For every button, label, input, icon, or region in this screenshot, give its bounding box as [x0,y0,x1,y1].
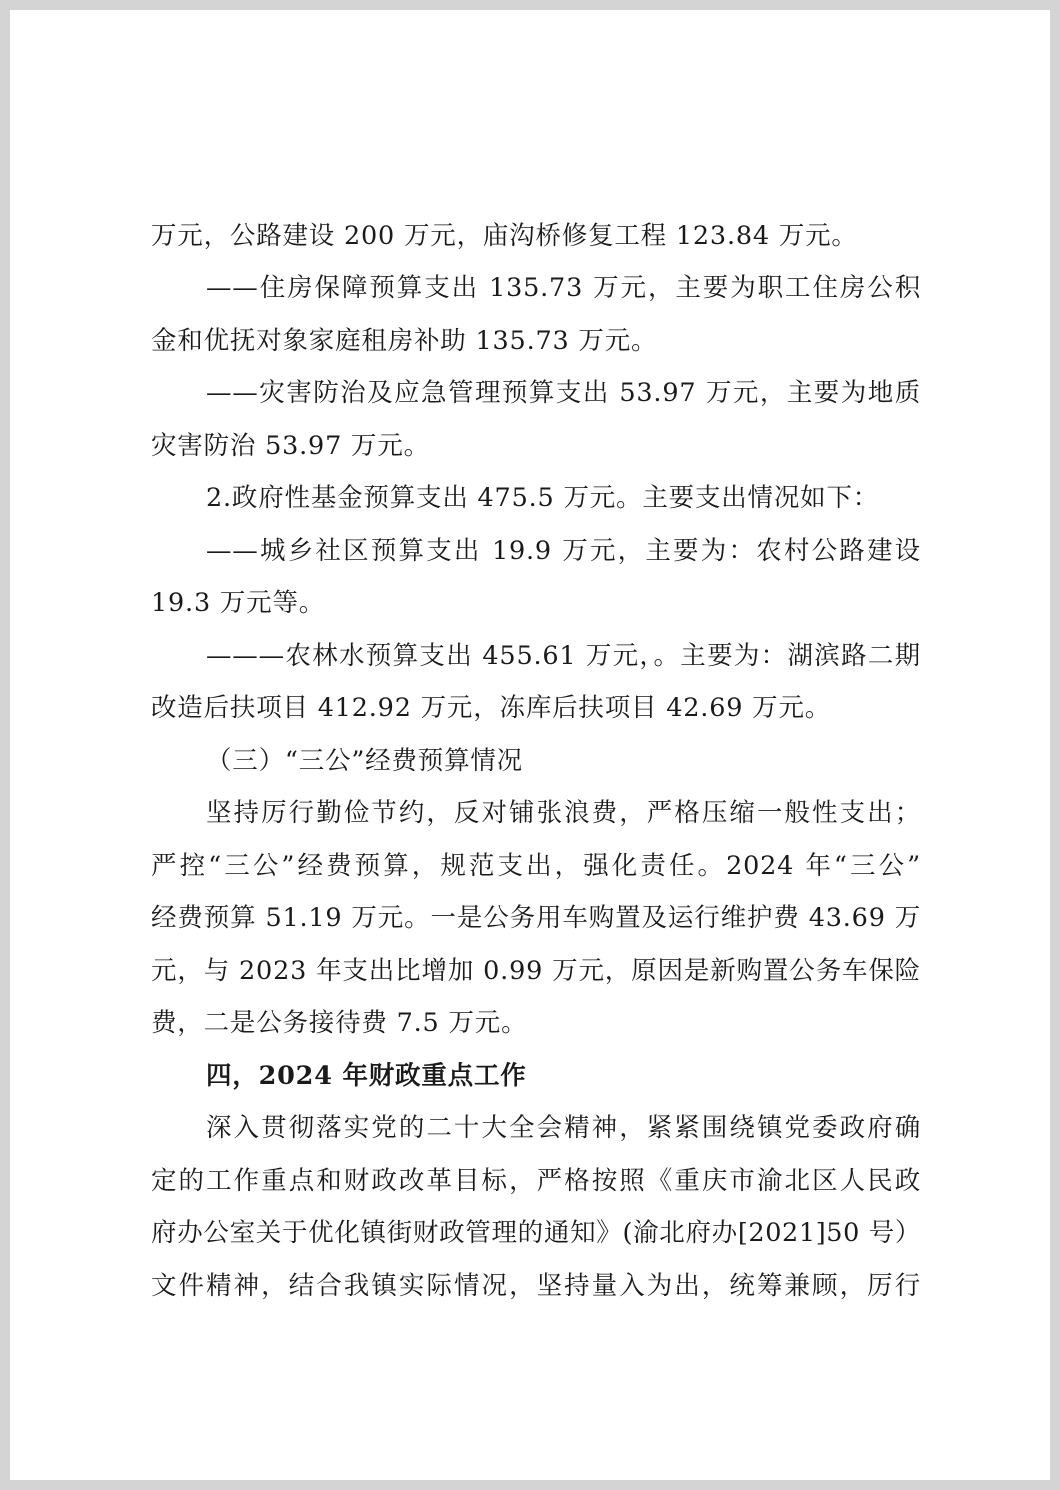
text-line: ——灾害防治及应急管理预算支出 53.97 万元，主要为地质 [206,378,921,408]
text-line: 费，二是公务接待费 7.5 万元。 [151,1008,528,1038]
text-line: 19.3 万元等。 [151,588,326,618]
text-line: 文件精神，结合我镇实际情况，坚持量入为出，统筹兼顾，厉行 [151,1271,921,1301]
subsection-heading: （三）“三公”经费预算情况 [206,746,523,776]
text-line: 金和优抚对象家庭租房补助 135.73 万元。 [151,326,658,356]
text-line: 经费预算 51.19 万元。一是公务用车购置及运行维护费 43.69 万 [151,903,921,933]
text-line: ——住房保障预算支出 135.73 万元，主要为职工住房公积 [206,273,921,303]
text-line: 定的工作重点和财政改革目标，严格按照《重庆市渝北区人民政 [151,1166,921,1196]
text-line: 灾害防治 53.97 万元。 [151,431,430,461]
text-line: 府办公室关于优化镇街财政管理的通知》(渝北府办[2021]50 号） [151,1218,921,1248]
text-line: 元，与 2023 年支出比增加 0.99 万元，原因是新购置公务车保险 [151,956,921,986]
text-line: 万元，公路建设 200 万元，庙沟桥修复工程 123.84 万元。 [151,221,858,251]
text-line: 深入贯彻落实党的二十大全会精神，紧紧围绕镇党委政府确 [206,1113,921,1143]
text-line: 坚持厉行勤俭节约，反对铺张浪费，严格压缩一般性支出； [206,798,921,828]
text-line: ———农林水预算支出 455.61 万元，。主要为：湖滨路二期 [206,641,921,671]
text-line: ——城乡社区预算支出 19.9 万元，主要为：农村公路建设 [206,536,921,566]
section-heading: 四，2024 年财政重点工作 [206,1061,527,1091]
text-line: 严控“三公”经费预算，规范支出，强化责任。2024 年“三公” [151,851,921,881]
section-heading: 2.政府性基金预算支出 475.5 万元。主要支出情况如下： [206,483,880,513]
text-line: 改造后扶项目 412.92 万元，冻库后扶项目 42.69 万元。 [151,693,832,723]
document-page [10,10,1050,1480]
